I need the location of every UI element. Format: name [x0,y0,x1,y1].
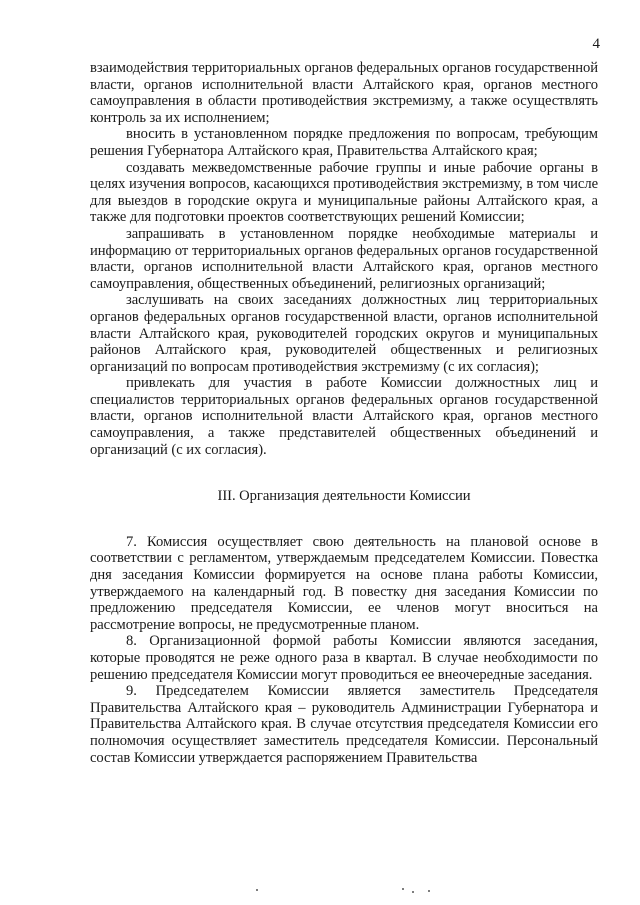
paragraph-submit-proposals: вносить в установленном порядке предложения по вопросам, требующим решения Губернатора Алтайского края, Правительства Алтайского края; [90,126,598,159]
paragraph-item-9: 9. Председателем Комиссии является заместитель Председателя Правительства Алтайского края – руководитель Администрации Губернатора и Правительства Алтайского края. В случае отсутствия председателя Комиссии его полномочия осуществляет заместитель председателя Комиссии. Персональный состав Комиссии утверждается распоряжением Правительства [90,683,598,766]
paragraph-request-materials: запрашивать в установленном порядке необходимые материалы и информацию от территориальных органов федеральных органов государственной власти, органов исполнительной власти Алтайского края, органов местного самоуправления, общественных объединений, религиозных организаций; [90,225,598,292]
page-number: 4 [592,36,600,52]
scan-specks [0,888,640,896]
scan-speck [412,891,414,893]
document-body [90,60,598,766]
paragraph-involve-specialists: привлекать для участия в работе Комиссии должностных лиц и специалистов территориальных органов федеральных органов государственной власти, органов исполнительной власти Алтайского края, органов местного самоуправления, а также представителей общественных объединений и организаций (с их согласия). [90,375,598,458]
section-heading: III. Организация деятельности Комиссии [217,488,471,505]
paragraph-hear-officials: заслушивать на своих заседаниях должностных лиц территориальных органов федеральных органов государственной власти, органов исполнительной власти Алтайского края, руководителей городских округов и муниципальных районов Алтайского края, руководителей общественных и религиозных организаций по вопросам противодействия экстремизму (с их согласия); [90,292,598,375]
paragraph-item-8: 8. Организационной формой работы Комиссии являются заседания, которые проводятся не реже одного раза в квартал. В случае необходимости по решению председателя Комиссии могут проводиться ее внеочередные заседания. [90,633,598,683]
paragraph-item-7: 7. Комиссия осуществляет свою деятельность на плановой основе в соответствии с регламентом, утверждаемым председателем Комиссии. Повестка дня заседания Комиссии формируется на основе плана работы Комиссии, утверждаемого на календарный год. В повестку дня заседания Комиссии по предложению председателя Комиссии, ее членов могут вноситься на рассмотрение вопросы, не предусмотренные планом. [90,533,598,633]
scan-speck [428,890,430,892]
paragraph-working-groups: создавать межведомственные рабочие группы и иные рабочие органы в целях изучения вопросов, касающихся противодействия экстремизму, в том числе для выездов в городские округа и муниципальные районы Алтайского края, а также для подготовки проектов соответствующих решений Комиссии; [90,159,598,226]
scan-speck [402,888,404,890]
paragraph-continuation: взаимодействия территориальных органов федеральных органов государственной власти, органов исполнительной власти Алтайского края, органов местного самоуправления в области противодействия экстремизму, а также осуществлять контроль за их исполнением; [90,60,598,126]
scan-speck [256,889,258,891]
